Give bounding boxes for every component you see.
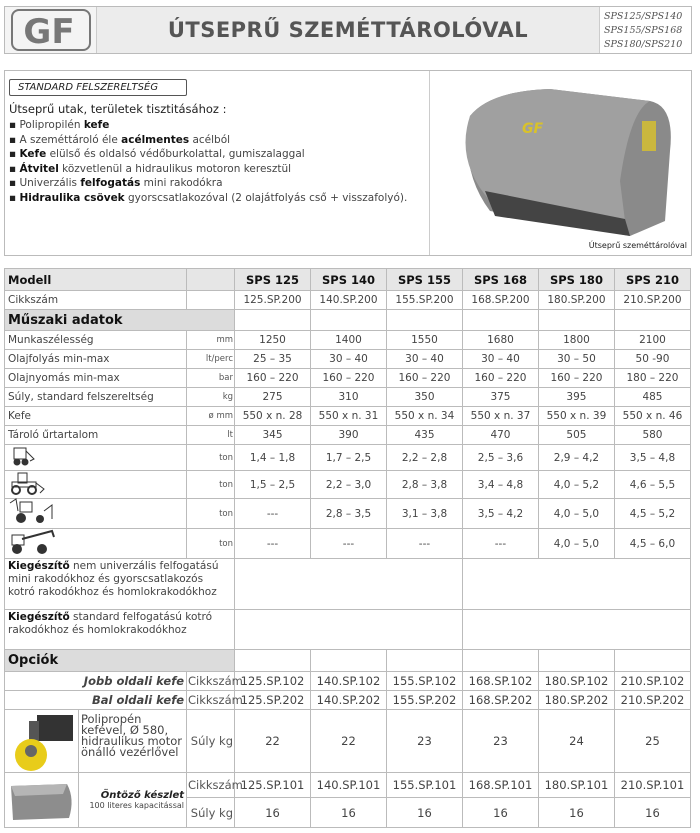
- code-cell: 155.SP.200: [386, 291, 462, 310]
- unit-label: Súly kg: [187, 710, 235, 773]
- unit-label: mm: [187, 331, 235, 350]
- unit-label: lt: [187, 426, 235, 445]
- value-cell: 310: [311, 388, 387, 407]
- feature-bold: Kefe: [19, 148, 47, 160]
- value-cell: 2100: [614, 331, 690, 350]
- code-cell: 168.SP.200: [462, 291, 538, 310]
- value-cell: 4,6 – 5,5: [614, 471, 690, 499]
- weight-cell: 16: [311, 798, 387, 828]
- code-cell: 210.SP.101: [614, 773, 690, 798]
- value-cell: 4,0 – 5,2: [538, 471, 614, 499]
- gf-logo: [5, 7, 97, 53]
- extra-text: standard felfogatású kotró rakodókhoz és homlokrakodókhoz: [8, 611, 213, 636]
- model-header: SPS 180: [538, 269, 614, 291]
- section-row: [5, 310, 691, 331]
- unit-label: Súly kg: [187, 798, 235, 828]
- empty-cell: [538, 310, 614, 331]
- model-header: SPS 140: [311, 269, 387, 291]
- code-cell: 155.SP.102: [386, 672, 462, 691]
- value-cell: 580: [614, 426, 690, 445]
- feature-item: [9, 133, 425, 148]
- model-row: [5, 269, 691, 291]
- value-cell: 4,5 – 5,2: [614, 499, 690, 529]
- weight-cell: 16: [386, 798, 462, 828]
- code-cell: 210.SP.102: [614, 672, 690, 691]
- value-cell: 1680: [462, 331, 538, 350]
- empty-cell: [386, 310, 462, 331]
- feature-bold: felfogatás: [80, 177, 141, 189]
- value-cell: 160 – 220: [538, 369, 614, 388]
- machine-row: [5, 471, 691, 499]
- feature-item: [9, 147, 425, 162]
- empty-cell: [235, 310, 311, 331]
- empty-cell: [235, 610, 463, 650]
- empty-cell: [614, 310, 690, 331]
- value-cell: 550 x n. 31: [311, 407, 387, 426]
- feature-text: gyorscsatlakozóval (2 olajátfolyás cső + visszafolyó).: [124, 191, 408, 204]
- empty-cell: [235, 559, 463, 610]
- svg-text:GF: GF: [522, 121, 544, 137]
- value-cell: 550 x n. 37: [462, 407, 538, 426]
- value-cell: 1400: [311, 331, 387, 350]
- option-label: Bal oldali kefe: [5, 691, 187, 710]
- weight-cell: 16: [462, 798, 538, 828]
- table-row: [5, 350, 691, 369]
- code-cell: 155.SP.101: [386, 773, 462, 798]
- value-cell: 345: [235, 426, 311, 445]
- feature-bold: acélmentes: [121, 133, 190, 146]
- code-cell: 140.SP.101: [311, 773, 387, 798]
- value-cell: 160 – 220: [311, 369, 387, 388]
- value-cell: 550 x n. 46: [614, 407, 690, 426]
- image-caption: Útseprű szeméttárolóval: [588, 241, 687, 250]
- code-cell: 155.SP.202: [386, 691, 462, 710]
- value-cell: 30 – 40: [386, 350, 462, 369]
- empty-cell: [235, 650, 311, 672]
- weight-cell: 16: [614, 798, 690, 828]
- value-cell: 160 – 220: [235, 369, 311, 388]
- value-cell: 550 x n. 28: [235, 407, 311, 426]
- code-cell: 125.SP.102: [235, 672, 311, 691]
- option-row: [5, 672, 691, 691]
- value-cell: 2,8 – 3,8: [386, 471, 462, 499]
- wheel-loader-icon: [5, 471, 187, 499]
- value-cell: 1550: [386, 331, 462, 350]
- code-cell: 168.SP.102: [462, 672, 538, 691]
- value-cell: 485: [614, 388, 690, 407]
- model-header: SPS 168: [462, 269, 538, 291]
- machine-row: [5, 499, 691, 529]
- code-cell: 180.SP.102: [538, 672, 614, 691]
- value-cell: 395: [538, 388, 614, 407]
- feature-text: mini rakodókra: [140, 177, 223, 189]
- water-kit-sub: 100 literes kapacitással: [89, 801, 185, 810]
- standard-equipment: [4, 70, 692, 256]
- value-cell: 470: [462, 426, 538, 445]
- row-label: Olajfolyás min-max: [5, 350, 187, 369]
- backhoe-loader-icon: [5, 499, 187, 529]
- feature-text: közvetlenül a hidraulikus motoron keresztül: [58, 162, 292, 175]
- unit-label: ø mm: [187, 407, 235, 426]
- extra-note: [5, 559, 235, 610]
- feature-text: Polipropilén: [19, 119, 84, 131]
- empty-cell: [187, 269, 235, 291]
- value-cell: 3,5 – 4,8: [614, 445, 690, 471]
- machine-row: [5, 529, 691, 559]
- code-cell: 168.SP.101: [462, 773, 538, 798]
- extra-note: [5, 610, 235, 650]
- value-cell: 2,9 – 4,2: [538, 445, 614, 471]
- table-row: [5, 388, 691, 407]
- row-label: Súly, standard felszereltség: [5, 388, 187, 407]
- value-cell: ---: [311, 529, 387, 559]
- row-label: Tároló űrtartalom: [5, 426, 187, 445]
- value-cell: 435: [386, 426, 462, 445]
- table-row: [5, 331, 691, 350]
- value-cell: 1,5 – 2,5: [235, 471, 311, 499]
- water-kit-label: [79, 773, 187, 828]
- feature-text: acélból: [189, 133, 231, 146]
- feature-bold: kefe: [83, 119, 110, 131]
- value-cell: ---: [386, 529, 462, 559]
- code-cell: 168.SP.202: [462, 691, 538, 710]
- model-line: SPS125/SPS140: [604, 11, 683, 22]
- unit-label: kg: [187, 388, 235, 407]
- code-cell: 210.SP.202: [614, 691, 690, 710]
- empty-cell: [614, 650, 690, 672]
- value-cell: 350: [386, 388, 462, 407]
- value-cell: 160 – 220: [386, 369, 462, 388]
- extra-row: [5, 559, 691, 610]
- code-cell: 125.SP.200: [235, 291, 311, 310]
- model-list: [599, 7, 691, 53]
- spec-table: [4, 268, 691, 828]
- value-cell: 1250: [235, 331, 311, 350]
- unit-label: Cikkszám: [187, 691, 235, 710]
- value-cell: 550 x n. 39: [538, 407, 614, 426]
- value-cell: 550 x n. 34: [386, 407, 462, 426]
- extra-row: [5, 610, 691, 650]
- empty-cell: [311, 310, 387, 331]
- value-cell: 1800: [538, 331, 614, 350]
- code-cell: 180.SP.202: [538, 691, 614, 710]
- empty-cell: [462, 650, 538, 672]
- feature-item: [9, 176, 425, 191]
- empty-cell: [462, 559, 690, 610]
- row-label: Munkaszélesség: [5, 331, 187, 350]
- machine-row: [5, 445, 691, 471]
- side-brush-image: [5, 710, 79, 773]
- code-cell: 140.SP.102: [311, 672, 387, 691]
- value-cell: 30 – 40: [311, 350, 387, 369]
- value-cell: 180 – 220: [614, 369, 690, 388]
- skid-steer-loader-icon: [5, 445, 187, 471]
- code-cell: 210.SP.200: [614, 291, 690, 310]
- code-cell: 125.SP.101: [235, 773, 311, 798]
- empty-cell: [386, 650, 462, 672]
- empty-cell: [462, 610, 690, 650]
- intro-text: Útseprű utak, területek tisztitásához :: [9, 102, 227, 116]
- code-cell: 180.SP.200: [538, 291, 614, 310]
- feature-list: [9, 118, 425, 205]
- value-cell: 25 – 35: [235, 350, 311, 369]
- extra-bold: Kiegészítő: [8, 611, 70, 623]
- feature-bold: Hidraulika csövek: [19, 191, 125, 204]
- weight-cell: 16: [235, 798, 311, 828]
- value-cell: ---: [462, 529, 538, 559]
- standard-badge: STANDARD FELSZERELTSÉG: [9, 79, 187, 96]
- weight-cell: 23: [386, 710, 462, 773]
- option-row: [5, 710, 691, 773]
- value-cell: 2,2 – 3,0: [311, 471, 387, 499]
- product-image: [430, 71, 691, 255]
- value-cell: 30 – 50: [538, 350, 614, 369]
- value-cell: 390: [311, 426, 387, 445]
- model-header: SPS 125: [235, 269, 311, 291]
- section-row: [5, 650, 691, 672]
- section-options: Opciók: [5, 650, 235, 672]
- unit-label: ton: [187, 445, 235, 471]
- value-cell: 160 – 220: [462, 369, 538, 388]
- model-header: SPS 155: [386, 269, 462, 291]
- unit-label: Cikkszám: [187, 773, 235, 798]
- value-cell: 3,4 – 4,8: [462, 471, 538, 499]
- value-cell: 2,5 – 3,6: [462, 445, 538, 471]
- weight-cell: 25: [614, 710, 690, 773]
- model-line: SPS155/SPS168: [604, 25, 683, 36]
- weight-cell: 22: [311, 710, 387, 773]
- value-cell: 50 -90: [614, 350, 690, 369]
- extra-bold: Kiegészítő: [8, 560, 70, 572]
- row-label: Kefe: [5, 407, 187, 426]
- empty-cell: [311, 650, 387, 672]
- row-label: Olajnyomás min-max: [5, 369, 187, 388]
- extra-text: nem univerzális felfogatású mini rakodókhoz és gyorscsatlakozós kotró rakodókhoz és homlokrakodókhoz: [8, 560, 219, 598]
- option-label: Jobb oldali kefe: [5, 672, 187, 691]
- weight-cell: 24: [538, 710, 614, 773]
- code-cell: 180.SP.101: [538, 773, 614, 798]
- feature-item: [9, 191, 425, 206]
- unit-label: ton: [187, 499, 235, 529]
- option-row: [5, 691, 691, 710]
- unit-label: lt/perc: [187, 350, 235, 369]
- unit-label: ton: [187, 471, 235, 499]
- brush-description: Polipropén kefével, Ø 580, hidraulikus motor önálló vezérlővel: [79, 710, 187, 773]
- value-cell: 275: [235, 388, 311, 407]
- feature-item: [9, 162, 425, 177]
- value-cell: 1,4 – 1,8: [235, 445, 311, 471]
- unit-label: Cikkszám: [187, 672, 235, 691]
- weight-cell: 16: [538, 798, 614, 828]
- water-kit-title: Öntöző készlet: [100, 790, 185, 801]
- feature-item: [9, 118, 425, 133]
- model-line: SPS180/SPS210: [604, 39, 683, 50]
- feature-text: Univerzális: [19, 177, 81, 189]
- value-cell: 4,0 – 5,0: [538, 529, 614, 559]
- value-cell: ---: [235, 529, 311, 559]
- feature-text: elülső és oldalsó védőburkolattal, gumiszalaggal: [46, 148, 305, 160]
- value-cell: 1,7 – 2,5: [311, 445, 387, 471]
- water-kit-image: [5, 773, 79, 828]
- value-cell: 3,1 – 3,8: [386, 499, 462, 529]
- unit-label: bar: [187, 369, 235, 388]
- weight-cell: 22: [235, 710, 311, 773]
- table-row: [5, 369, 691, 388]
- value-cell: 375: [462, 388, 538, 407]
- weight-cell: 23: [462, 710, 538, 773]
- table-row: [5, 407, 691, 426]
- header: [4, 6, 692, 54]
- code-cell: 140.SP.202: [311, 691, 387, 710]
- option-row: [5, 773, 691, 798]
- value-cell: ---: [235, 499, 311, 529]
- empty-cell: [187, 291, 235, 310]
- telehandler-icon: [5, 529, 187, 559]
- value-cell: 30 – 40: [462, 350, 538, 369]
- table-row: [5, 426, 691, 445]
- value-cell: 3,5 – 4,2: [462, 499, 538, 529]
- model-label: Modell: [5, 269, 187, 291]
- code-cell: 140.SP.200: [311, 291, 387, 310]
- empty-cell: [538, 650, 614, 672]
- value-cell: 4,0 – 5,0: [538, 499, 614, 529]
- unit-label: ton: [187, 529, 235, 559]
- value-cell: 505: [538, 426, 614, 445]
- value-cell: 4,5 – 6,0: [614, 529, 690, 559]
- page-title: ÚTSEPRŰ SZEMÉTTÁROLÓVAL: [167, 18, 529, 42]
- svg-text:GF: GF: [22, 12, 75, 52]
- code-cell: 125.SP.202: [235, 691, 311, 710]
- empty-cell: [462, 310, 538, 331]
- value-cell: 2,2 – 2,8: [386, 445, 462, 471]
- code-row: [5, 291, 691, 310]
- model-header: SPS 210: [614, 269, 690, 291]
- code-label: Cikkszám: [5, 291, 187, 310]
- value-cell: 2,8 – 3,5: [311, 499, 387, 529]
- section-tech: Műszaki adatok: [5, 310, 235, 331]
- feature-text: A szeméttároló éle: [19, 133, 122, 146]
- feature-bold: Átvitel: [19, 162, 59, 175]
